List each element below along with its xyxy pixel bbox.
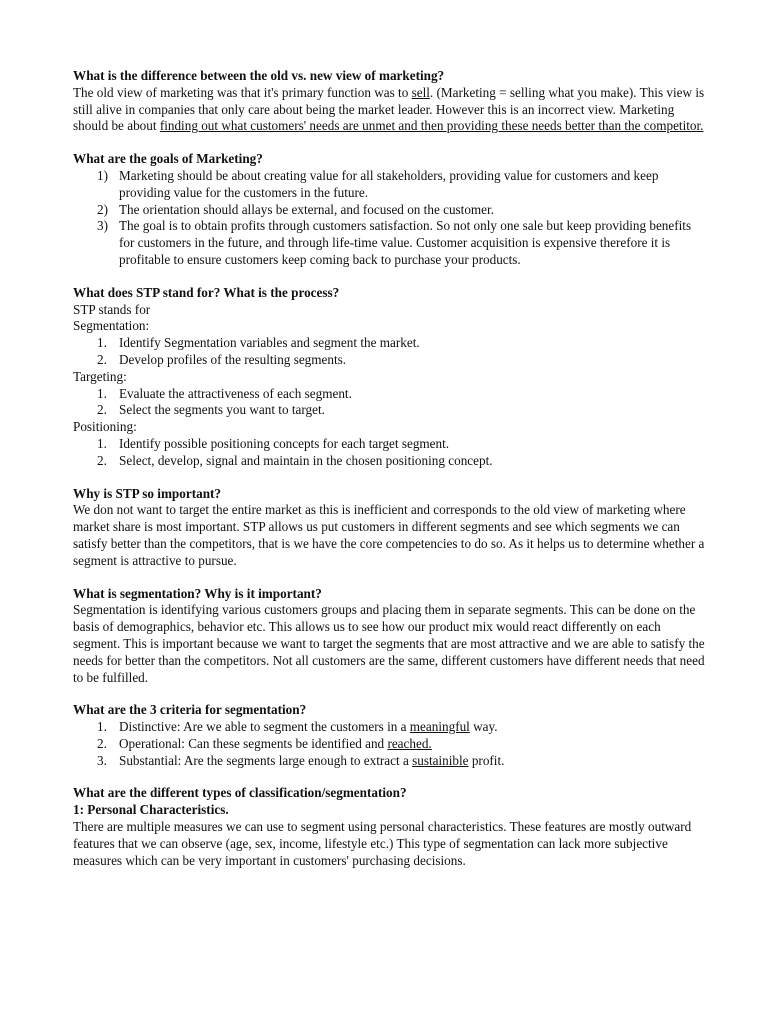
section-marketing-goals: [73, 151, 708, 269]
section-segmentation: [73, 586, 708, 687]
section-criteria: [73, 702, 708, 769]
heading-segmentation: What is segmentation? Why is it important?: [73, 585, 322, 601]
heading-stp: What does STP stand for? What is the process?: [73, 284, 340, 300]
subheading-personal-characteristics: 1: Personal Characteristics.: [73, 802, 229, 818]
targeting-steps: [73, 386, 708, 420]
goals-list: [73, 168, 708, 269]
text-run: The old view of marketing was that it's primary function was to: [73, 84, 412, 100]
list-item: [73, 335, 708, 352]
list-item: [73, 386, 708, 403]
list-number: 1.: [97, 385, 107, 401]
positioning-steps: [73, 436, 708, 470]
list-text: Select, develop, signal and maintain in the chosen positioning concept.: [119, 452, 493, 468]
segmentation-steps: [73, 335, 708, 369]
heading-classification: What are the different types of classification/segmentation?: [73, 785, 407, 801]
text-run: Operational: Can these segments be identified and: [119, 735, 388, 751]
text-run: Substantial: Are the segments large enough to extract a: [119, 752, 413, 768]
heading-criteria: What are the 3 criteria for segmentation?: [73, 702, 307, 718]
section-stp: [73, 285, 708, 470]
list-number: 3): [97, 218, 108, 234]
underlined-reached: reached.: [387, 735, 432, 751]
underlined-new-view: finding out what customers' needs are unmet and then providing these needs better than the competitor.: [159, 118, 704, 134]
section-stp-importance: [73, 486, 708, 570]
label-positioning: Positioning:: [73, 419, 137, 435]
label-segmentation: Segmentation:: [73, 318, 150, 334]
list-text: The orientation should allays be external, and focused on the customer.: [119, 201, 494, 217]
text-run: profit.: [468, 752, 505, 768]
list-item: [73, 202, 708, 219]
list-text: Identify possible positioning concepts for each target segment.: [119, 435, 450, 451]
list-item: [73, 753, 708, 770]
section-marketing-views: [73, 68, 708, 135]
text-run: way.: [469, 719, 498, 735]
list-number: 2.: [97, 351, 107, 367]
text-run: Distinctive: Are we able to segment the customers in a: [119, 719, 410, 735]
list-item: [73, 168, 708, 202]
list-number: 3.: [97, 752, 107, 768]
paragraph-segmentation: Segmentation is identifying various customers groups and placing them in separate segments. This can be done on the basis of demographics, behavior etc. This allows us to see how our product mix would react differently on each segment. This is important because we want to target the segments that are most attractive and we are able to satisfy the needs for better than the competitors. Not all customers are the same, different customers have different needs that need to be fulfilled.: [73, 602, 705, 685]
list-number: 2.: [97, 735, 107, 751]
underlined-sell: sell: [411, 84, 430, 100]
heading-marketing-views: What is the difference between the old vs. new view of marketing?: [73, 68, 445, 83]
paragraph-personal-characteristics: There are multiple measures we can use to segment using personal characteristics. These features are mostly outward features that we can observe (age, sex, income, lifestyle etc.) This type of segmentation can lack more subjective measures which can be very important in customers' purchasing decisions.: [73, 819, 692, 868]
list-item: [73, 436, 708, 453]
list-text: Select the segments you want to target.: [119, 402, 325, 418]
list-number: 1.: [97, 719, 107, 735]
list-item: [73, 719, 708, 736]
list-text: Develop profiles of the resulting segments.: [119, 351, 347, 367]
underlined-meaningful: meaningful: [409, 719, 470, 735]
list-number: 1): [97, 167, 108, 183]
paragraph-marketing-views: [73, 85, 708, 135]
section-classification: [73, 785, 708, 869]
label-targeting: Targeting:: [73, 368, 127, 384]
list-text: Identify Segmentation variables and segment the market.: [119, 335, 420, 351]
list-number: 2.: [97, 402, 107, 418]
list-item: [73, 402, 708, 419]
heading-stp-importance: Why is STP so important?: [73, 485, 222, 501]
underlined-sustainible: sustainible: [412, 752, 469, 768]
list-item: [73, 352, 708, 369]
list-item: [73, 736, 708, 753]
list-number: 2): [97, 201, 108, 217]
list-text: Evaluate the attractiveness of each segment.: [119, 385, 352, 401]
list-item: [73, 218, 708, 268]
list-number: 2.: [97, 452, 107, 468]
list-text: The goal is to obtain profits through customers satisfaction. So not only one sale but keep providing benefits for customers in the future, and through life-time value. Customer acquisition is expensive therefore it is profitable to ensure customers keep coming back to purchase your products.: [119, 218, 692, 267]
paragraph-stp-importance: We don not want to target the entire market as this is inefficient and corresponds to the old view of marketing where market share is most important. STP allows us put customers in different segments and see which segments we can satisfy better than the competitors, that is we have the core competencies to do so. As it helps us to determine whether a segment is attractive to pursue.: [73, 502, 705, 568]
list-item: [73, 453, 708, 470]
heading-marketing-goals: What are the goals of Marketing?: [73, 151, 263, 167]
stp-intro: STP stands for: [73, 301, 151, 317]
criteria-list: [73, 719, 708, 769]
list-number: 1.: [97, 335, 107, 351]
list-text: Marketing should be about creating value for all stakeholders, providing value for customers and keep providing value for the customers in the future.: [119, 167, 659, 200]
text-run: . (Marketing = selling what you make). This view is still alive in companies that only care about being the market leader. However this is an incorrect view. Marketing should be about: [73, 84, 705, 134]
list-number: 1.: [97, 435, 107, 451]
